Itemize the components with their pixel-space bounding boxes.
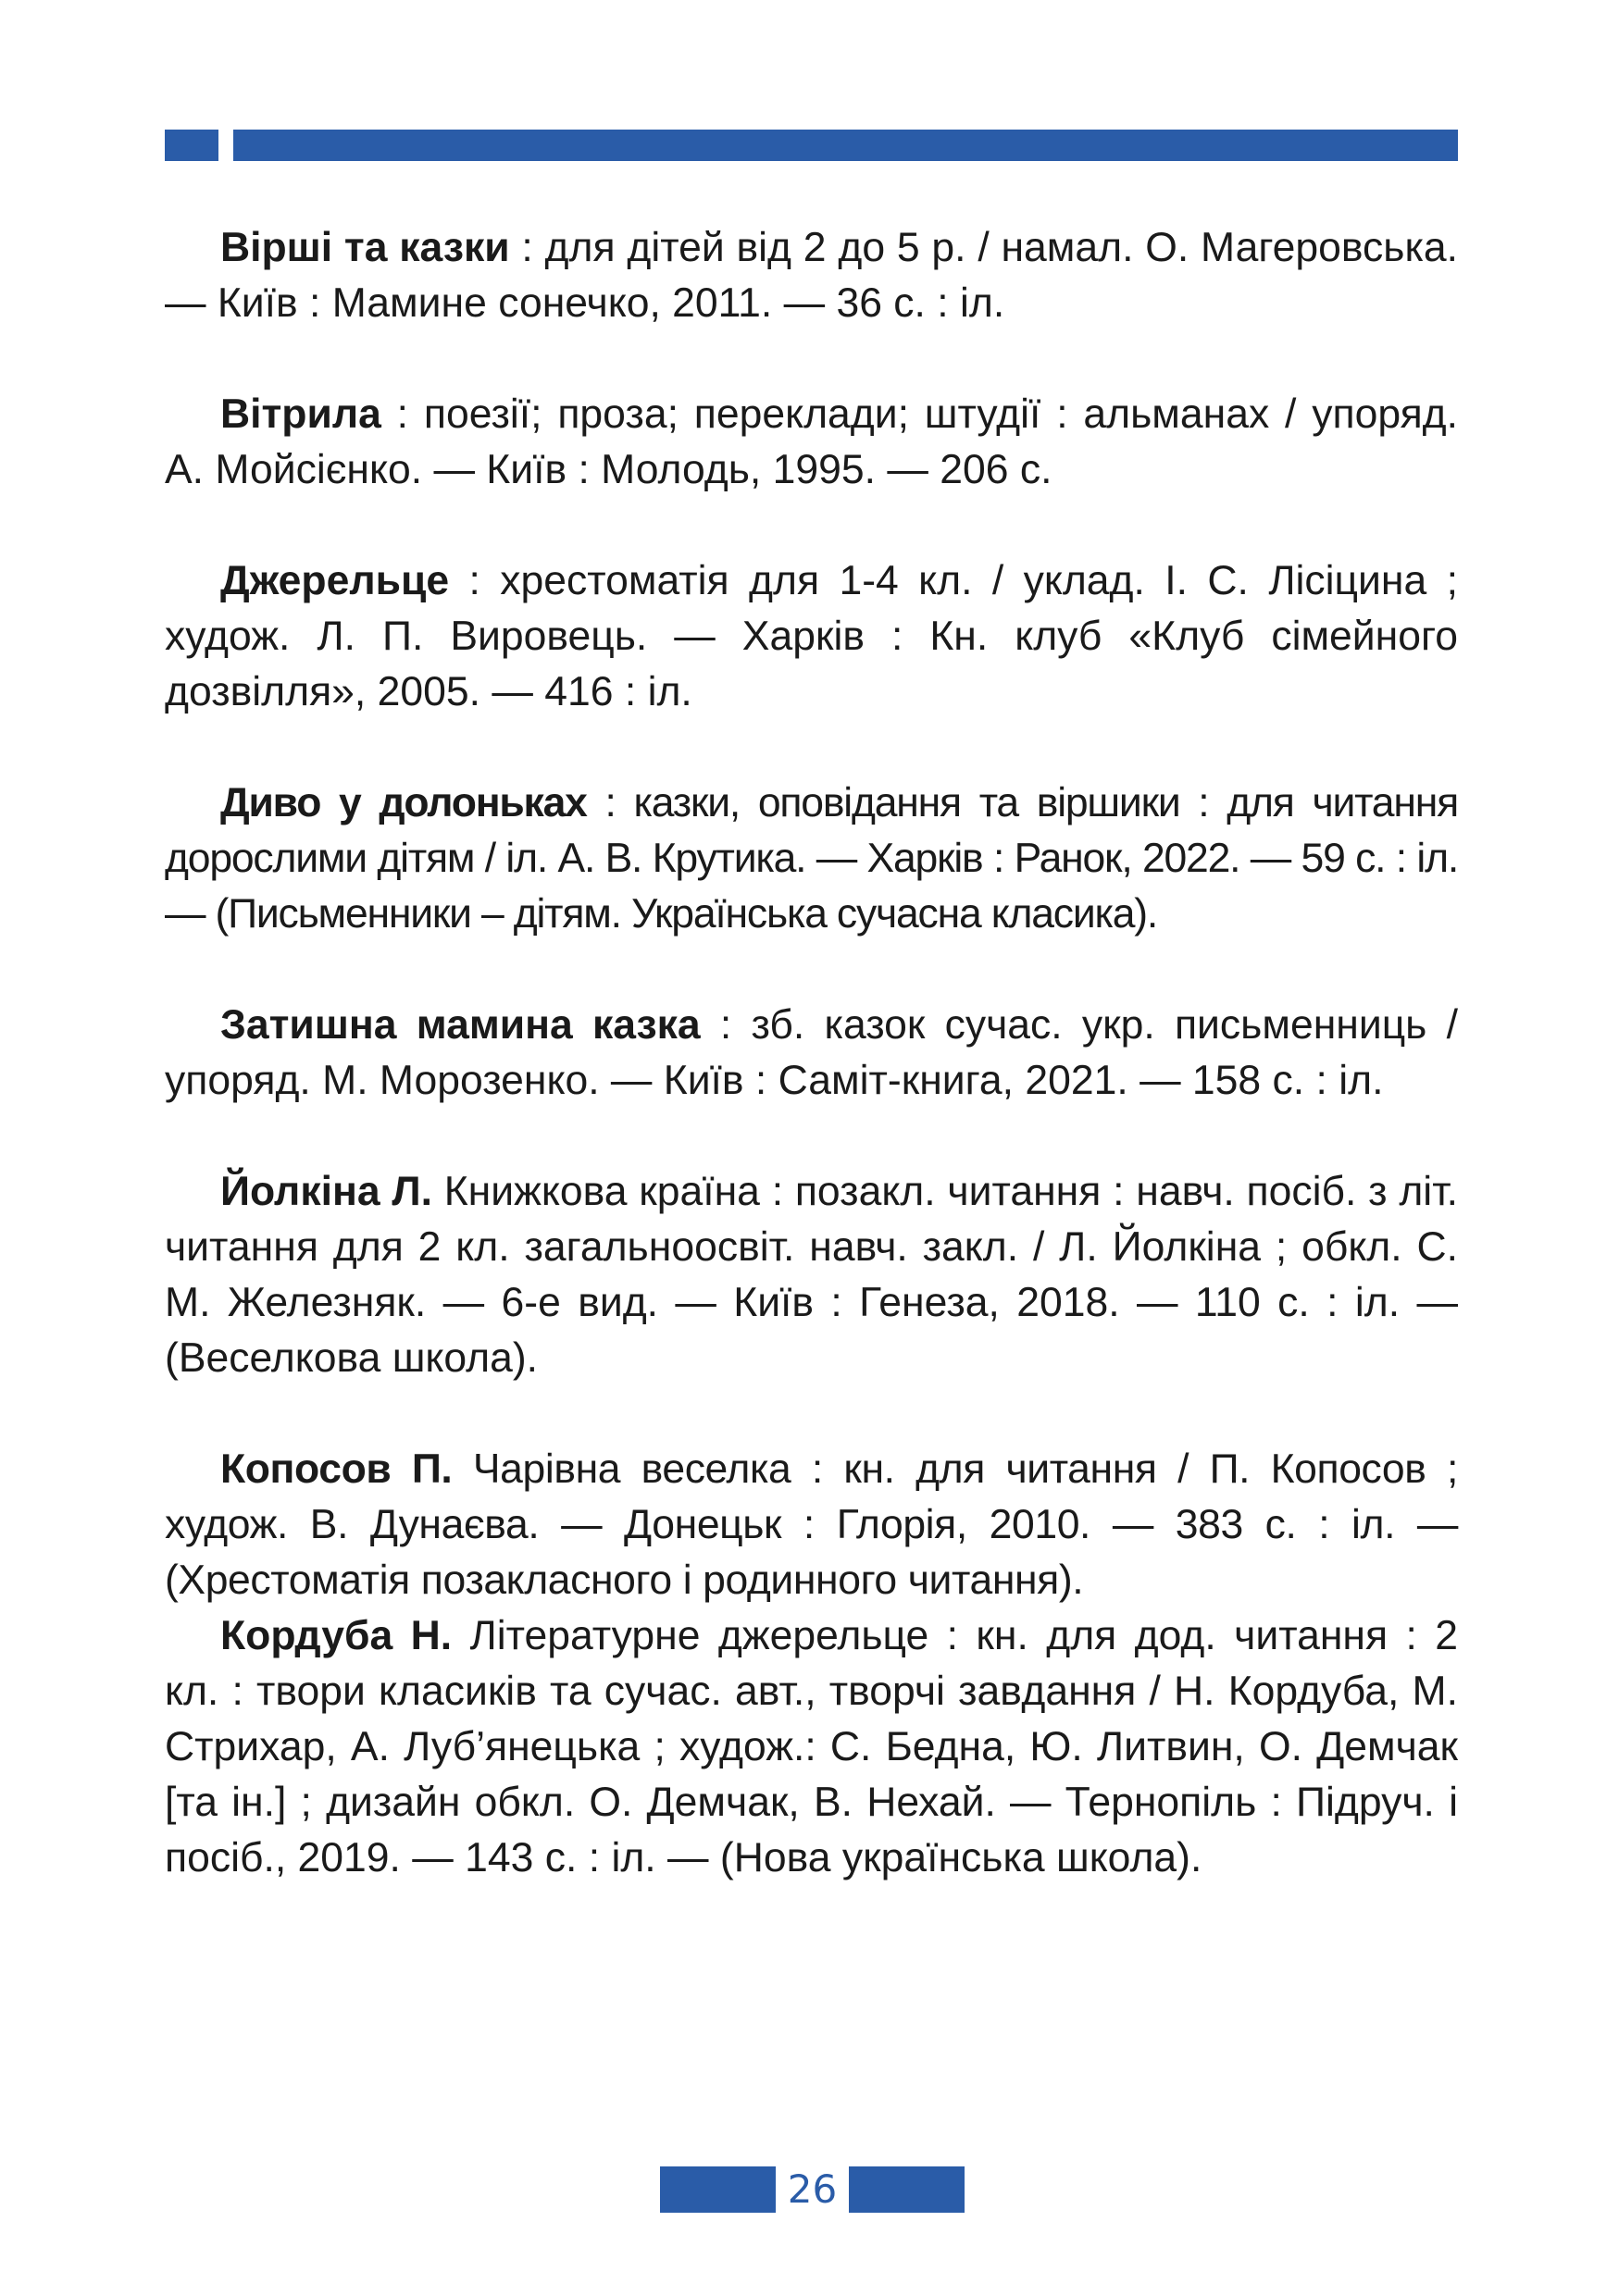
- entry-title: Затишна мамина казка: [220, 1002, 701, 1048]
- entry-description: : зб. казок сучас. укр. письменниць / упоряд. М. Морозенко. — Київ : Саміт-книга, 2021. — 158 с. : іл.: [165, 1002, 1458, 1103]
- bibliography-entry: [165, 1164, 1458, 1386]
- bibliography-entry: [165, 1442, 1458, 1608]
- entry-description: : для дітей від 2 до 5 р. / намал. О. Магеровська. — Київ : Мамине сонечко, 2011. — 36 с. : іл.: [165, 225, 1459, 326]
- entry-title: Кордуба Н.: [220, 1613, 453, 1658]
- entry-title: Вірші та казки: [220, 225, 510, 270]
- header-accent-bar: [233, 130, 1458, 161]
- entry-title: Йолкіна Л.: [220, 1169, 432, 1214]
- bibliography-list: [165, 220, 1458, 1886]
- entry-description: : казки, оповідання та віршики : для читання дорослими дітям / іл. А. В. Крутика. — Харків : Ранок, 2022. — 59 с. : іл. — (Письменники – дітям. Українська сучасна класика).: [165, 780, 1458, 937]
- entry-description: Книжкова країна : позакл. читання : навч. посіб. з літ. читання для 2 кл. загальноосвіт. навч. закл. / Л. Йолкіна ; обкл. С. М. Железняк. — 6-е вид. — Київ : Генеза, 2018. — 110 с. : іл. — (Веселкова школа).: [165, 1169, 1459, 1381]
- entry-title: Копосов П.: [220, 1446, 453, 1492]
- footer-accent-bar-right: [849, 2166, 965, 2213]
- bibliography-entry: [165, 776, 1458, 942]
- entry-description: Літературне джерельце : кн. для дод. читання : 2 кл. : твори класиків та сучас. авт., творчі завдання / Н. Кордуба, М. Стрихар, А. Луб’янецька ; худож.: С. Бедна, Ю. Литвин, О. Демчак [та ін.] ; дизайн обкл. О. Демчак, В. Нехай. — Тернопіль : Підруч. і посіб., 2019. — 143 с. : іл. — (Нова українська школа).: [165, 1613, 1459, 1880]
- entry-description: : хрестоматія для 1-4 кл. / уклад. І. С. Лісіцина ; худож. Л. П. Вировець. — Харків : Кн. клуб «Клуб сімейного дозвілля», 2005. — 416 : іл.: [165, 558, 1458, 714]
- entry-title: Диво у долоньках: [220, 780, 587, 825]
- bibliography-entry: [165, 220, 1458, 331]
- footer-accent-bar-left: [660, 2166, 776, 2213]
- entry-title: Джерельце: [220, 558, 450, 603]
- entry-description: Чарівна веселка : кн. для читання / П. Копосов ; худож. В. Дунаєва. — Донецьк : Глорія, 2010. — 383 с. : іл. — (Хрестоматія позакласного і родинного читання).: [165, 1446, 1458, 1603]
- bibliography-entry: [165, 998, 1458, 1109]
- bibliography-entry: [165, 553, 1458, 720]
- page-number: 26: [787, 2166, 838, 2212]
- bibliography-entry: [165, 1608, 1458, 1886]
- header-accent-block: [165, 130, 218, 161]
- bibliography-entry: [165, 387, 1458, 498]
- entry-title: Вітрила: [220, 391, 381, 437]
- entry-description: : поезії; проза; переклади; штудії : альманах / упоряд. А. Мойсієнко. — Київ : Молодь, 1995. — 206 с.: [165, 391, 1458, 492]
